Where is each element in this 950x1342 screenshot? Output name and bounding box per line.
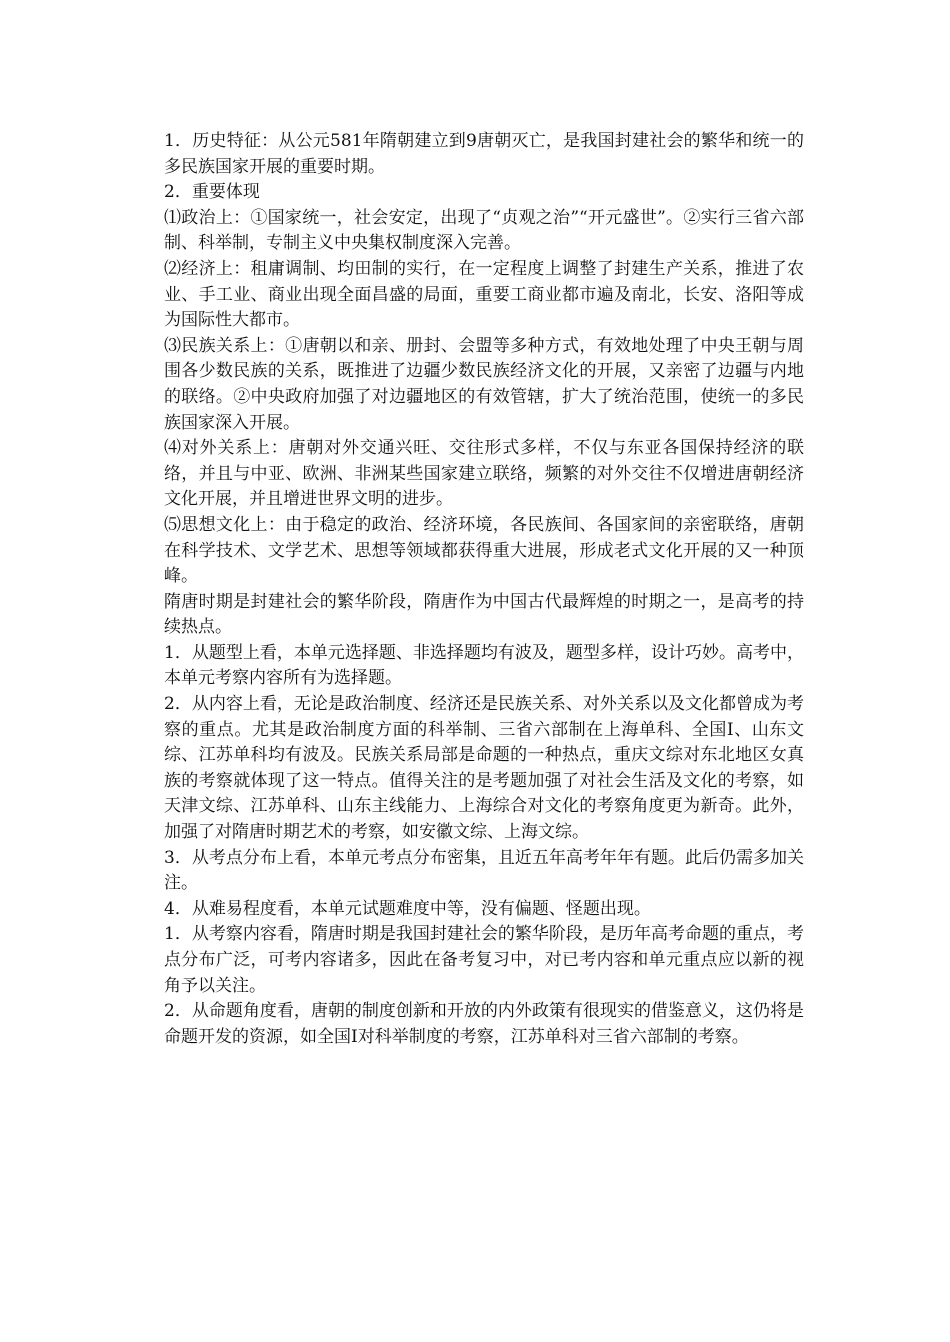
paragraph-economy: ⑵经济上：租庸调制、均田制的实行，在一定程度上调整了封建生产关系，推进了农业、手工业、商业出现全面昌盛的局面，重要工商业都市遍及南北，长安、洛阳等成为国际性大都市。 xyxy=(164,258,804,331)
paragraph-foreign-relations: ⑷对外关系上：唐朝对外交通兴旺、交往形式多样，不仅与东亚各国保持经济的联络，并且与中亚、欧洲、非洲某些国家建立联络，频繁的对外交往不仅增进唐朝经济文化开展，并且增进世界文明的进步。 xyxy=(164,438,804,510)
paragraph-ethnic-relations: ⑶民族关系上：①唐朝以和亲、册封、会盟等多种方式，有效地处理了中央王朝与周围各少数民族的关系，既推进了边疆少数民族经济文化的开展，又亲密了边疆与内地的联络。②中央政府加强了对边疆地区的有效管辖，扩大了统治范围，使统一的多民族国家深入开展。 xyxy=(164,335,804,433)
paragraph-exam-point-distribution: 3．从考点分布上看，本单元考点分布密集，且近五年高考年年有题。此后仍需多加关注。 xyxy=(164,847,804,894)
paragraph-key-manifestations-heading: 2．重要体现 xyxy=(164,182,260,203)
paragraph-question-angle-outlook: 2．从命题角度看，唐朝的制度创新和开放的内外政策有很现实的借鉴意义，这仍将是命题开发的资源，如全国Ⅰ对科举制度的考察，江苏单科对三省六部制的考察。 xyxy=(164,1001,804,1047)
paragraph-exam-hotspot-intro: 隋唐时期是封建社会的繁华阶段，隋唐作为中国古代最辉煌的时期之一，是高考的持续热点。 xyxy=(164,591,804,638)
paragraph-content-analysis: 2．从内容上看，无论是政治制度、经济还是民族关系、对外关系以及文化都曾成为考察的重点。尤其是政治制度方面的科举制、三省六部制在上海单科、全国Ⅰ、山东文综、江苏单科均有波及。民族关系局部是命题的一种热点，重庆文综对东北地区女真族的考察就体现了这一特点。值得关注的是考题加强了对社会生活及文化的考察，如天津文综、江苏单科、山东主线能力、上海综合对文化的考察角度更为新奇。此外，加强了对隋唐时期艺术的考察，如安徽文综、上海文综。 xyxy=(164,694,804,843)
paragraph-historical-features: 1．历史特征：从公元581年隋朝建立到9唐朝灭亡，是我国封建社会的繁华和统一的多民族国家开展的重要时期。 xyxy=(164,131,804,177)
paragraph-culture: ⑸思想文化上：由于稳定的政治、经济环境，各民族间、各国家间的亲密联络，唐朝在科学技术、文学艺术、思想等领域都获得重大进展，形成老式文化开展的又一种顶峰。 xyxy=(164,514,804,587)
paragraph-question-types: 1．从题型上看，本单元选择题、非选择题均有波及，题型多样，设计巧妙。高考中，本单元考察内容所有为选择题。 xyxy=(164,642,804,689)
document-body xyxy=(164,129,804,1050)
paragraph-exam-content-outlook: 1．从考察内容看，隋唐时期是我国封建社会的繁华阶段，是历年高考命题的重点，考点分布广泛，可考内容诸多，因此在备考复习中，对已考内容和单元重点应以新的视角予以关注。 xyxy=(164,924,804,996)
paragraph-politics: ⑴政治上：①国家统一，社会安定，出现了“贞观之治”“开元盛世”。②实行三省六部制、科举制，专制主义中央集权制度深入完善。 xyxy=(164,207,804,254)
paragraph-difficulty: 4．从难易程度看，本单元试题难度中等，没有偏题、怪题出现。 xyxy=(164,898,651,919)
